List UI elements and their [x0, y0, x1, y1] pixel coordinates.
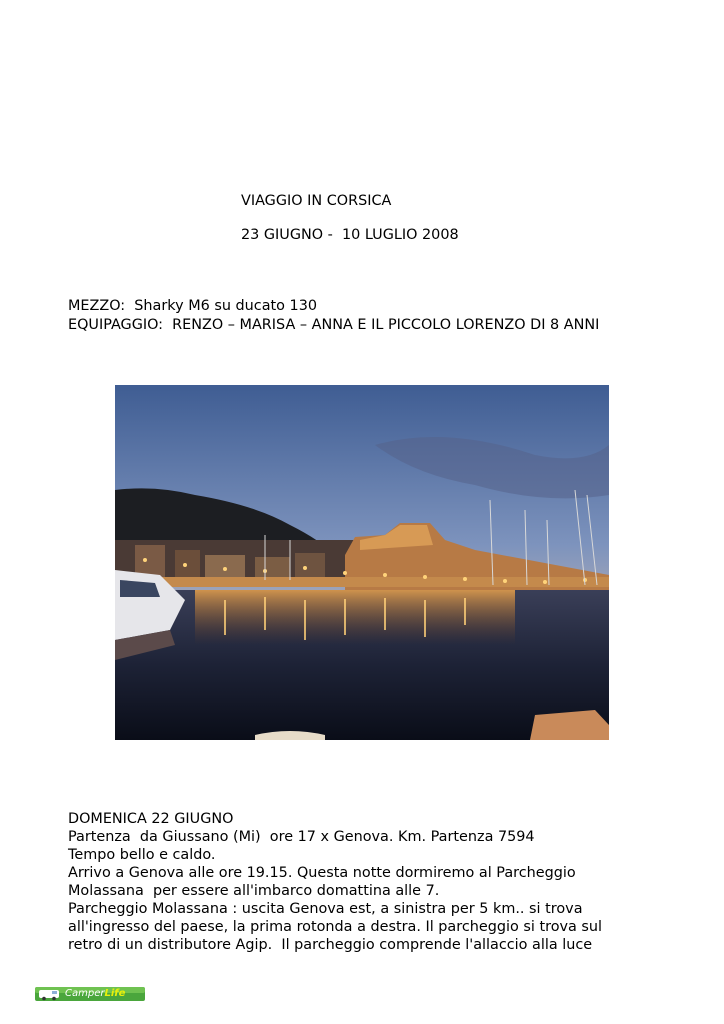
journal-line: Parcheggio Molassana : uscita Genova est, a sinistra per 5 km.. si trova: [68, 901, 583, 917]
journal-line: Tempo bello e caldo.: [68, 847, 216, 863]
journal-line: Partenza da Giussano (Mi) ore 17 x Genova. Km. Partenza 7594: [68, 829, 535, 845]
journal-heading: DOMENICA 22 GIUGNO: [68, 811, 234, 827]
trip-dates: 23 GIUGNO - 10 LUGLIO 2008: [241, 227, 459, 243]
journal-line: Arrivo a Genova alle ore 19.15. Questa notte dormiremo al Parcheggio: [68, 865, 576, 881]
journal-line: all'ingresso del paese, la prima rotonda a destra. Il parcheggio si trova sul: [68, 919, 603, 935]
camperlife-logo: [35, 987, 145, 1001]
journal-line: Molassana per essere all'imbarco domattina alle 7.: [68, 883, 440, 899]
logo-text-camper: Camper: [65, 988, 105, 999]
vehicle-info: MEZZO: Sharky M6 su ducato 130: [68, 298, 318, 314]
crew-info: EQUIPAGGIO: RENZO – MARISA – ANNA E IL PICCOLO LORENZO DI 8 ANNI: [68, 317, 600, 333]
document-title: VIAGGIO IN CORSICA: [241, 193, 392, 209]
logo-text-life: Life: [104, 988, 126, 999]
journal-line: retro di un distributore Agip. Il parcheggio comprende l'allaccio alla luce: [68, 937, 593, 953]
harbor-photo: [115, 385, 609, 740]
journal-entry: [68, 810, 602, 954]
logo-text: [65, 987, 125, 1001]
